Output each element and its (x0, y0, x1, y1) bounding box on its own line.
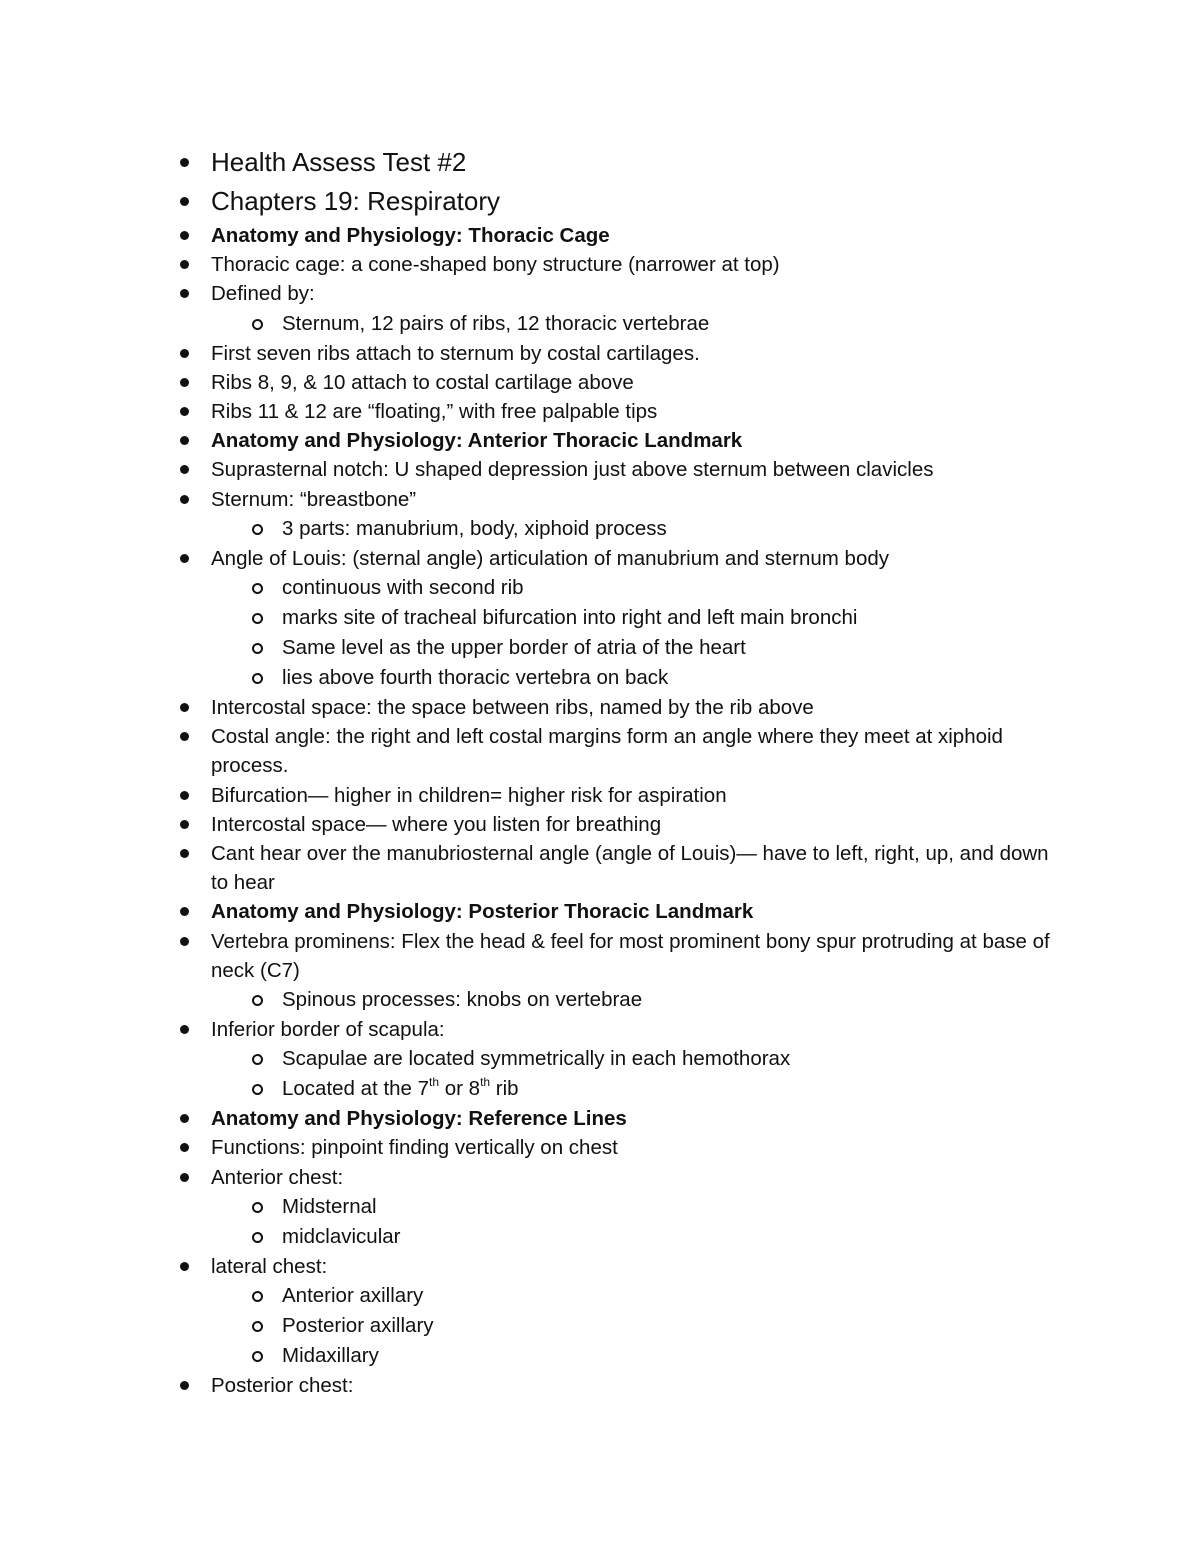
item-text: Functions: pinpoint finding vertically on chest (211, 1136, 618, 1160)
item-text: Same level as the upper border of atria of the heart (282, 636, 746, 660)
item-text: marks site of tracheal bifurcation into right and left main bronchi (282, 606, 858, 630)
section-heading (170, 897, 1070, 926)
item-text: Anterior axillary (282, 1284, 424, 1308)
sub-list-item (170, 514, 1070, 544)
list-item (170, 397, 1070, 426)
list-item (170, 722, 1070, 780)
sub-list-item (170, 1192, 1070, 1222)
item-text: Posterior chest: (211, 1374, 354, 1398)
item-text: Ribs 11 & 12 are “floating,” with free palpable tips (211, 400, 658, 424)
list-item (170, 339, 1070, 368)
section-heading (170, 221, 1070, 250)
item-text: lateral chest: (211, 1254, 328, 1278)
sub-list-item (170, 1074, 1070, 1104)
item-text: Intercostal space: the space between ribs, named by the rib above (211, 696, 814, 720)
item-text: Inferior border of scapula: (211, 1018, 445, 1042)
item-text: Chapters 19: Respiratory (211, 186, 501, 216)
item-text: Midaxillary (282, 1344, 379, 1368)
item-text: 3 parts: manubrium, body, xiphoid process (282, 516, 667, 540)
sub-list-item (170, 1281, 1070, 1311)
item-text: Anatomy and Physiology: Thoracic Cage (211, 224, 610, 247)
item-text: Angle of Louis: (sternal angle) articulation of manubrium and sternum body (211, 546, 890, 570)
list-item (170, 250, 1070, 279)
sub-list-item (170, 1044, 1070, 1074)
sub-list-item (170, 573, 1070, 603)
sub-list-item (170, 1311, 1070, 1341)
item-text: continuous with second rib (282, 576, 524, 600)
item-text: Ribs 8, 9, & 10 attach to costal cartilage above (211, 370, 634, 394)
sub-list-item (170, 985, 1070, 1015)
list-item (170, 810, 1070, 839)
notes-list (170, 143, 1070, 1400)
list-item (170, 781, 1070, 810)
list-item (170, 1163, 1070, 1192)
list-item (170, 693, 1070, 722)
sub-list-item (170, 603, 1070, 633)
item-text: midclavicular (282, 1224, 401, 1248)
document-title-line (170, 182, 1070, 221)
item-text: Anatomy and Physiology: Reference Lines (211, 1107, 627, 1131)
list-item (170, 1252, 1070, 1281)
item-text: Cant hear over the manubriosternal angle (angle of Louis)— have to left, right, up, and down to hear (211, 842, 1049, 895)
list-item (170, 544, 1070, 573)
list-item (170, 1133, 1070, 1162)
list-item (170, 1371, 1070, 1400)
item-text: Midsternal (282, 1194, 377, 1218)
item-text: Posterior axillary (282, 1314, 434, 1338)
list-item (170, 839, 1070, 897)
item-text: Scapulae are located symmetrically in each hemothorax (282, 1047, 791, 1071)
ordinal-superscript: th (429, 1075, 440, 1090)
item-text: Anterior chest: (211, 1165, 344, 1189)
item-text (282, 1077, 519, 1100)
section-heading (170, 1104, 1070, 1133)
sub-list-item (170, 1341, 1070, 1371)
sub-list-item (170, 633, 1070, 663)
item-text-part: Located at the 7 (282, 1077, 430, 1101)
item-text: Sternum, 12 pairs of ribs, 12 thoracic vertebrae (282, 311, 710, 335)
item-text: Costal angle: the right and left costal margins form an angle where they meet at xiphoid process. (211, 725, 1003, 778)
sub-list-item (170, 1222, 1070, 1252)
list-item (170, 368, 1070, 397)
item-text: Defined by: (211, 282, 315, 306)
item-text: Thoracic cage: a cone-shaped bony structure (narrower at top) (211, 253, 780, 277)
item-text: Suprasternal notch: U shaped depression just above sternum between clavicles (211, 458, 934, 482)
item-text-part: rib (490, 1077, 519, 1101)
item-text: Sternum: “breastbone” (211, 487, 417, 511)
list-item (170, 1015, 1070, 1044)
item-text: Spinous processes: knobs on vertebrae (282, 988, 643, 1012)
document-title-line (170, 143, 1070, 182)
item-text-part: or 8 (439, 1077, 481, 1101)
list-item (170, 927, 1070, 985)
list-item (170, 279, 1070, 308)
item-text: First seven ribs attach to sternum by costal cartilages. (211, 341, 700, 365)
item-text: Bifurcation— higher in children= higher risk for aspiration (211, 783, 727, 807)
item-text: Intercostal space— where you listen for breathing (211, 812, 662, 836)
list-item (170, 485, 1070, 514)
section-heading (170, 426, 1070, 455)
item-text: Health Assess Test #2 (211, 147, 467, 177)
list-item (170, 455, 1070, 484)
item-text: Anatomy and Physiology: Anterior Thoracic Landmark (211, 429, 743, 453)
sub-list-item (170, 663, 1070, 693)
sub-list-item (170, 309, 1070, 339)
item-text: Anatomy and Physiology: Posterior Thoracic Landmark (211, 900, 754, 924)
item-text: Vertebra prominens: Flex the head & feel for most prominent bony spur protruding at base of neck (C7) (211, 929, 1050, 982)
item-text: lies above fourth thoracic vertebra on back (282, 666, 669, 690)
ordinal-superscript: th (480, 1075, 491, 1090)
